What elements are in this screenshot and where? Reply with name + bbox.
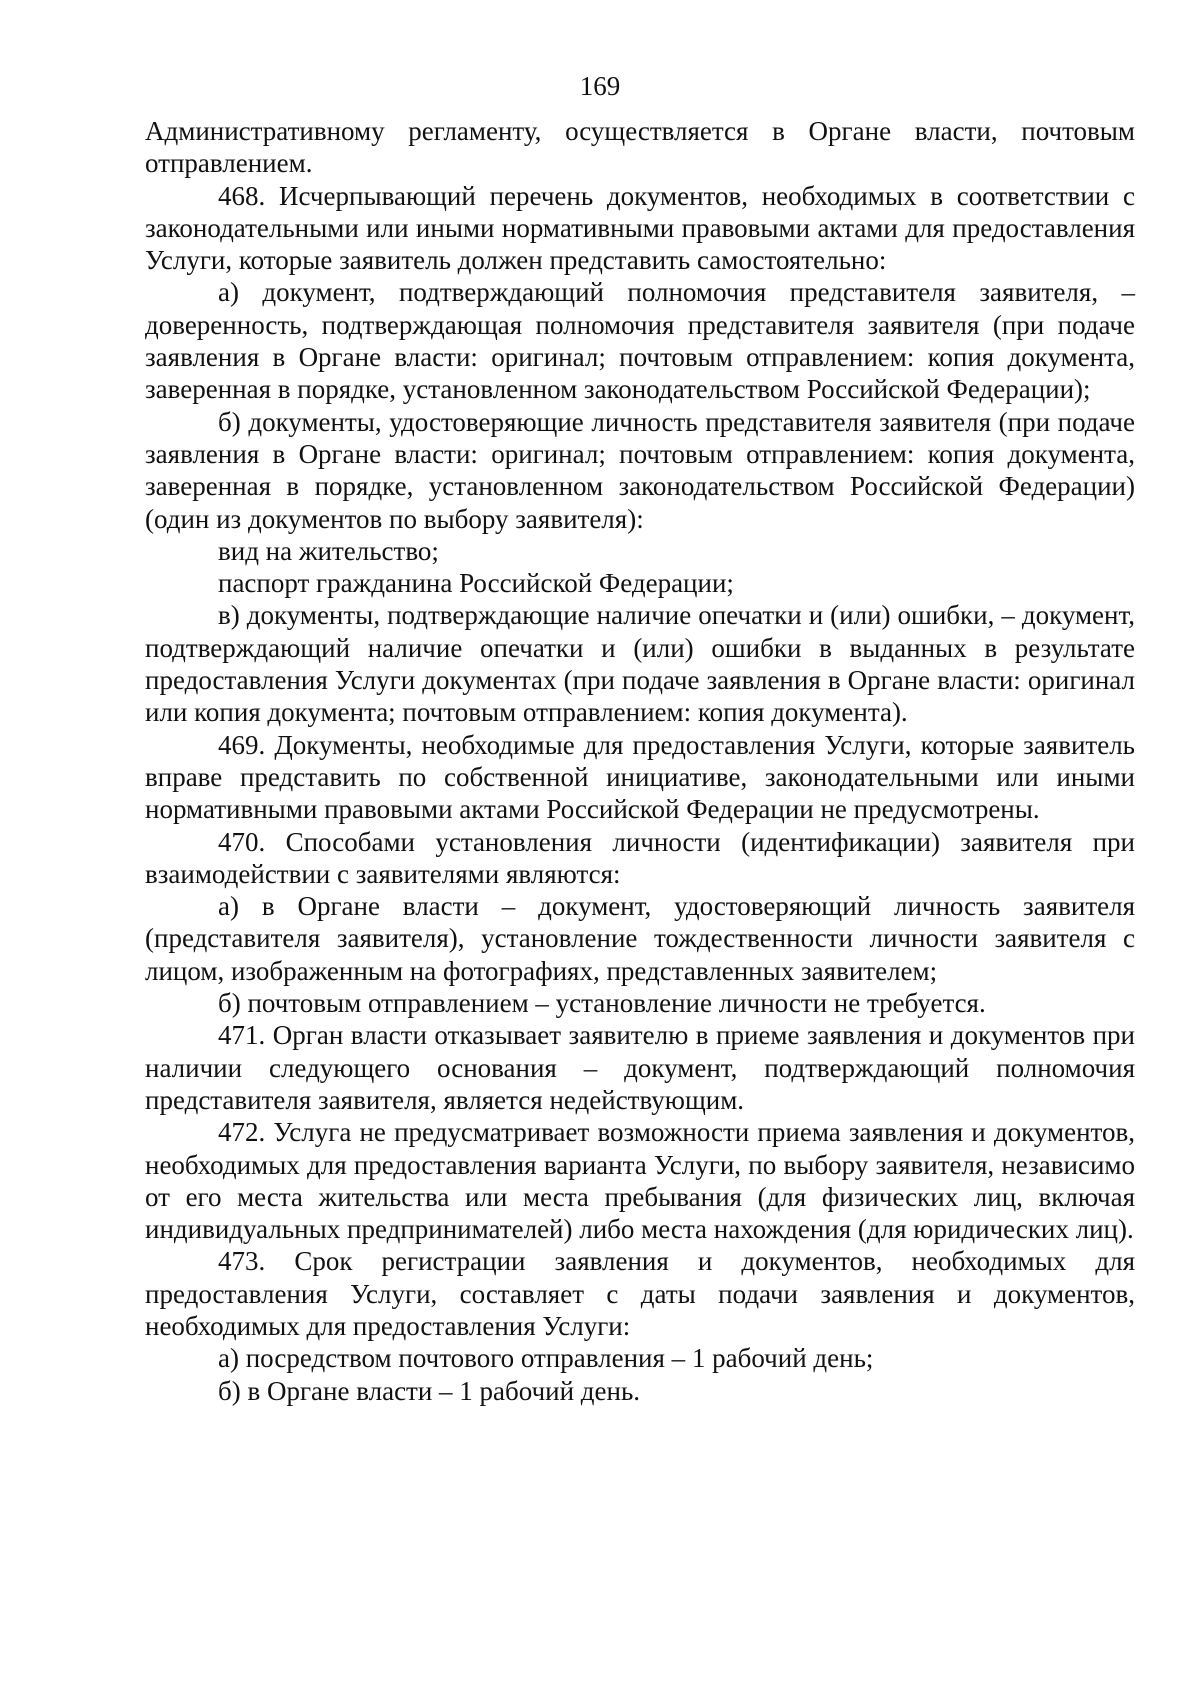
paragraph: б) в Органе власти – 1 рабочий день.	[218, 1375, 641, 1406]
page-number: 169	[579, 71, 621, 101]
paragraph: 473. Срок регистрации заявления и документов, необходимых для предоставления Услуги, составляет с даты подачи заявления и документов, необходимых для предоставления Услуги:	[145, 1246, 1135, 1341]
paragraph: паспорт гражданина Российской Федерации;	[218, 568, 734, 599]
paragraph: 470. Способами установления личности (идентификации) заявителя при взаимодействии с заявителями являются:	[145, 826, 1135, 889]
paragraph: 472. Услуга не предусматривает возможности приема заявления и документов, необходимых для предоставления варианта Услуги, по выбору заявителя, независимо от его места жительства или места пребывания (для физических лиц, включая индивидуальных предпринимателей) либо места нахождения (для юридических лиц).	[145, 1117, 1135, 1245]
paragraph: Административному регламенту, осуществляется в Органе власти, почтовым отправлением.	[145, 116, 1135, 179]
paragraph: а) в Органе власти – документ, удостоверяющий личность заявителя (представителя заявителя), установление тождественности личности заявителя с лицом, изображенным на фотографиях, представленных заявителем;	[145, 891, 1135, 986]
paragraph: 471. Орган власти отказывает заявителю в приеме заявления и документов при наличии следующего основания – документ, подтверждающий полномочия представителя заявителя, является недействующим.	[145, 1020, 1135, 1115]
paragraph: вид на жительство;	[218, 535, 439, 566]
paragraph: а) посредством почтового отправления – 1 рабочий день;	[218, 1343, 874, 1374]
paragraph: б) документы, удостоверяющие личность представителя заявителя (при подаче заявления в Органе власти: оригинал; почтовым отправлением: копия документа, заверенная в порядке, установленном законодательством Российской Федерации) (один из документов по выбору заявителя):	[145, 406, 1135, 534]
paragraph: а) документ, подтверждающий полномочия представителя заявителя, – доверенность, подтверждающая полномочия представителя заявителя (при подаче заявления в Органе власти: оригинал; почтовым отправлением: копия документа, заверенная в порядке, установленном законодательством Российской Федерации);	[145, 277, 1135, 405]
paragraph: б) почтовым отправлением – установление личности не требуется.	[218, 988, 986, 1019]
paragraph: 469. Документы, необходимые для предоставления Услуги, которые заявитель вправе представить по собственной инициативе, законодательными или иными нормативными правовыми актами Российской Федерации не предусмотрены.	[145, 729, 1135, 825]
paragraph: 468. Исчерпывающий перечень документов, необходимых в соответствии с законодательными или иными нормативными правовыми актами для предоставления Услуги, которые заявитель должен представить самостоятельно:	[145, 180, 1135, 276]
document-body	[145, 115, 1135, 1407]
paragraph: в) документы, подтверждающие наличие опечатки и (или) ошибки, – документ, подтверждающий наличие опечатки и (или) ошибки в выданных в результате предоставления Услуги документах (при подаче заявления в Органе власти: оригинал или копия документа; почтовым отправлением: копия документа).	[145, 600, 1135, 728]
